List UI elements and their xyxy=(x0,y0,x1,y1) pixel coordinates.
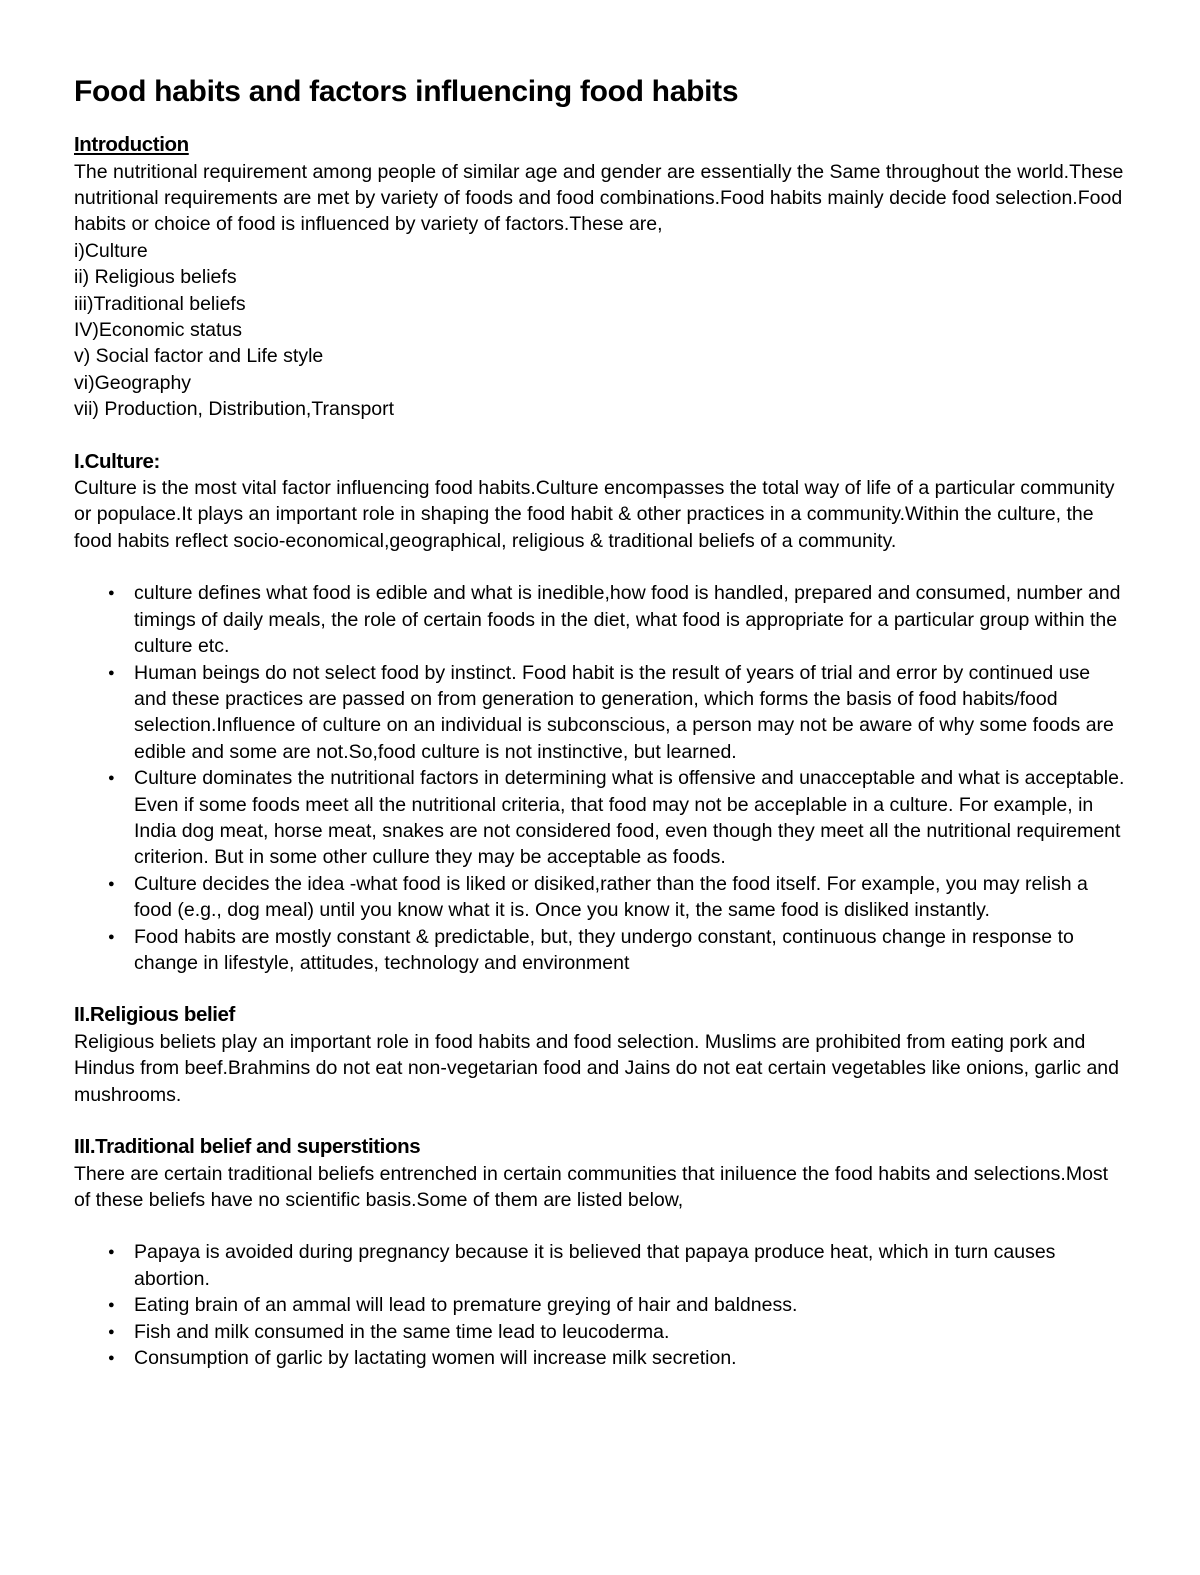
spacer xyxy=(74,423,1126,449)
spacer xyxy=(74,1213,1126,1239)
list-item: ● Culture dominates the nutritional factors in determining what is offensive and unacceptable and what is acceptable. Even if some foods meet all the nutritional criteria, that food may not be acceplable in a culture. For example, in India dog meat, horse meat, snakes are not considered food, even though they meet all the nutritional requirement criterion. But in some other cullure they may be acceptable as foods. xyxy=(134,765,1126,871)
list-item: ● Eating brain of an ammal will lead to premature greying of hair and baldness. xyxy=(134,1292,1126,1318)
list-item: ● Fish and milk consumed in the same time lead to leucoderma. xyxy=(134,1319,1126,1345)
religious-paragraph: Religious beliets play an important role in food habits and food selection. Muslims are prohibited from eating pork and Hindus from beef.Brahmins do not eat non-vegetarian food and Jains do not eat certain vegetables like onions, garlic and mushrooms. xyxy=(74,1030,1119,1106)
introduction-paragraph: The nutritional requirement among people of similar age and gender are essentially the Same throughout the world.These nutritional requirements are met by variety of foods and food combinations.Food habits mainly decide food selection.Food habits or choice of food is influenced by variety of factors.These are, xyxy=(74,160,1124,236)
culture-section xyxy=(74,449,1126,977)
traditional-section xyxy=(74,1134,1126,1371)
culture-paragraph: Culture is the most vital factor influencing food habits.Culture encompasses the total way of life of a particular community or populace.It plays an important role in shaping the food habit & other practices in a community.Within the culture, the food habits reflect socio-economical,geographical, religious & traditional beliefs of a community. xyxy=(74,477,1115,552)
spacer xyxy=(74,976,1126,1002)
list-item: ● Human beings do not select food by instinct. Food habit is the result of years of trial and error by continued use and these practices are passed on from generation to generation, which forms the basis of food habits/food selection.Influence of culture on an individual is subconscious, a person may not be aware of why some foods are edible and some are not.So,food culture is not instinctive, but learned. xyxy=(134,660,1126,766)
document-title: Food habits and factors influencing food habits xyxy=(74,75,739,108)
traditional-heading: III.Traditional belief and superstitions xyxy=(74,1135,421,1159)
spacer xyxy=(74,1108,1126,1134)
introduction-heading: Introduction xyxy=(74,133,189,156)
list-item: ● Consumption of garlic by lactating women will increase milk secretion. xyxy=(134,1345,1126,1371)
traditional-paragraph: There are certain traditional beliefs entrenched in certain communities that iniluence the food habits and selections.Most of these beliefs have no scientific basis.Some of them are listed below, xyxy=(74,1162,1109,1211)
factor-item: i)Culture xyxy=(74,239,148,262)
religious-heading: II.Religious belief xyxy=(74,1003,235,1027)
list-item: ● culture defines what food is edible and what is inedible,how food is handled, prepared and consumed, number and timings of daily meals, the role of certain foods in the diet, what food is appropriate for a particular group within the culture etc. xyxy=(134,580,1126,659)
factor-item: v) Social factor and Life style xyxy=(74,345,324,368)
list-item: ● Papaya is avoided during pregnancy because it is believed that papaya produce heat, which in turn causes abortion. xyxy=(134,1239,1126,1292)
factor-item: vi)Geography xyxy=(74,371,192,394)
religious-section xyxy=(74,1002,1126,1108)
factor-item: vii) Production, Distribution,Transport xyxy=(74,398,395,421)
factor-item: ii) Religious beliefs xyxy=(74,266,237,289)
culture-heading: I.Culture: xyxy=(74,449,160,473)
list-item: ● Culture decides the idea -what food is liked or disiked,rather than the food itself. For example, you may relish a food (e.g., dog meal) until you know what it is. Once you know it, the same food is disliked instantly. xyxy=(134,871,1126,924)
introduction-section xyxy=(74,132,1126,423)
factor-item: IV)Economic status xyxy=(74,318,242,341)
factor-item: iii)Traditional beliefs xyxy=(74,292,246,315)
list-item: ● Food habits are mostly constant & predictable, but, they undergo constant, continuous change in response to change in lifestyle, attitudes, technology and environment xyxy=(134,924,1126,977)
spacer xyxy=(74,554,1126,580)
culture-bullet-list xyxy=(74,580,1126,976)
factors-list xyxy=(74,238,1126,423)
traditional-bullet-list xyxy=(74,1239,1126,1371)
